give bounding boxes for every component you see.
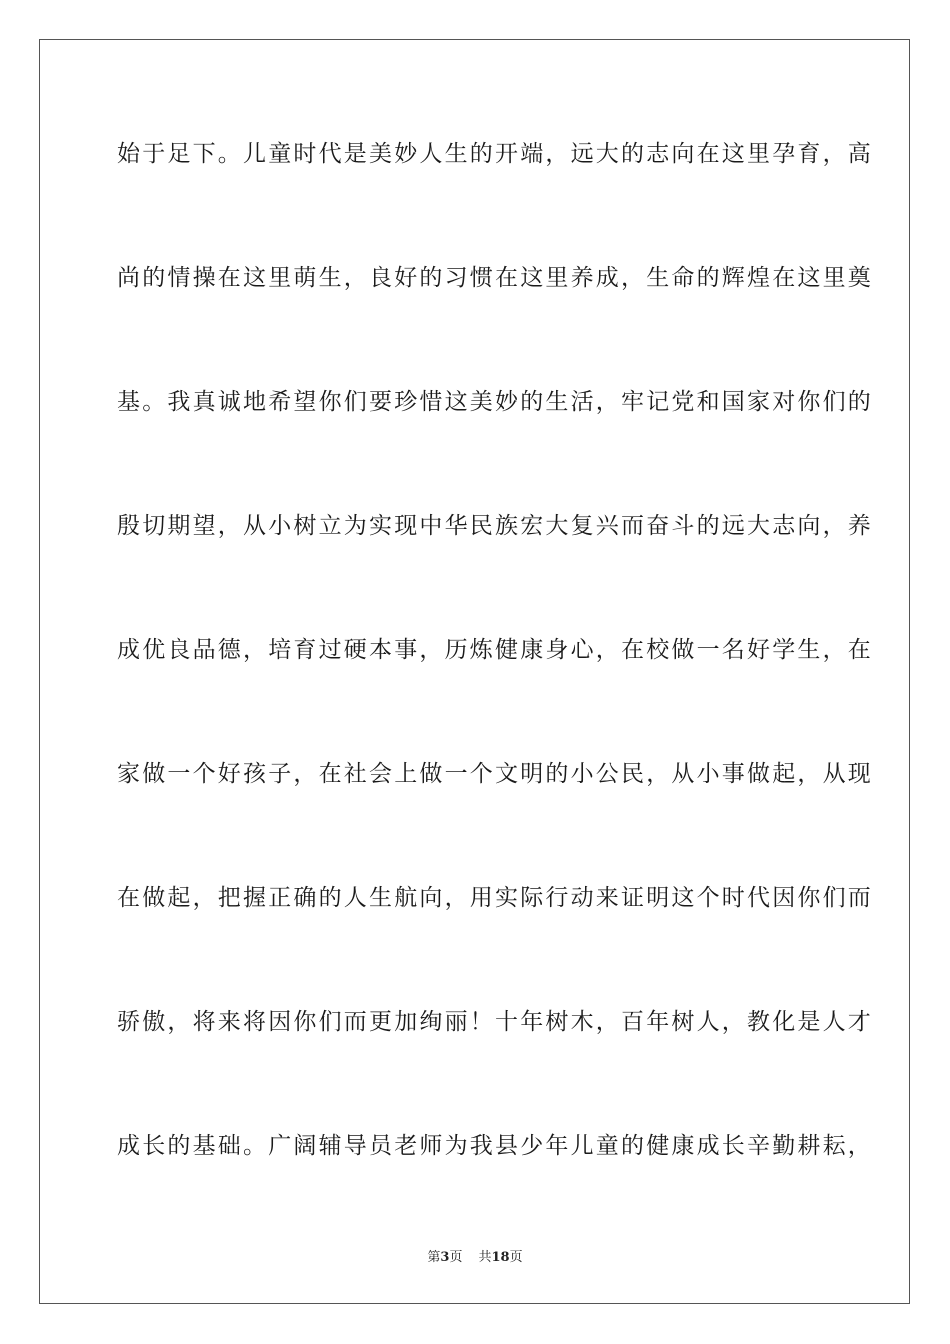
text-line: 成长的基础。广阔辅导员老师为我县少年儿童的健康成长辛勤耕耘， <box>117 1133 873 1159</box>
total-pages: 18 <box>491 1250 510 1265</box>
text-line: 基。我真诚地希望你们要珍惜这美妙的生活，牢记党和国家对你们的 <box>117 389 873 415</box>
text-line: 家做一个好孩子，在社会上做一个文明的小公民，从小事做起，从现 <box>117 761 873 787</box>
page-prefix: 第 <box>427 1250 441 1265</box>
text-line: 殷切期望，从小树立为实现中华民族宏大复兴而奋斗的远大志向，养 <box>117 513 873 539</box>
document-body <box>117 126 873 1242</box>
text-line: 骄傲，将来将因你们而更加绚丽！十年树木，百年树人，教化是人才 <box>117 1009 873 1035</box>
text-line: 成优良品德，培育过硬本事，历炼健康身心，在校做一名好学生，在 <box>117 637 873 663</box>
text-line: 尚的情操在这里萌生，良好的习惯在这里养成，生命的辉煌在这里奠 <box>117 265 873 291</box>
text-line: 始于足下。儿童时代是美妙人生的开端，远大的志向在这里孕育，高 <box>117 141 873 167</box>
total-prefix: 共 <box>478 1250 492 1265</box>
page-number: 3 <box>440 1250 450 1265</box>
page-footer <box>0 1246 950 1265</box>
text-line: 在做起，把握正确的人生航向，用实际行动来证明这个时代因你们而 <box>117 885 873 911</box>
page-suffix: 页 <box>449 1250 463 1265</box>
total-suffix: 页 <box>509 1250 523 1265</box>
